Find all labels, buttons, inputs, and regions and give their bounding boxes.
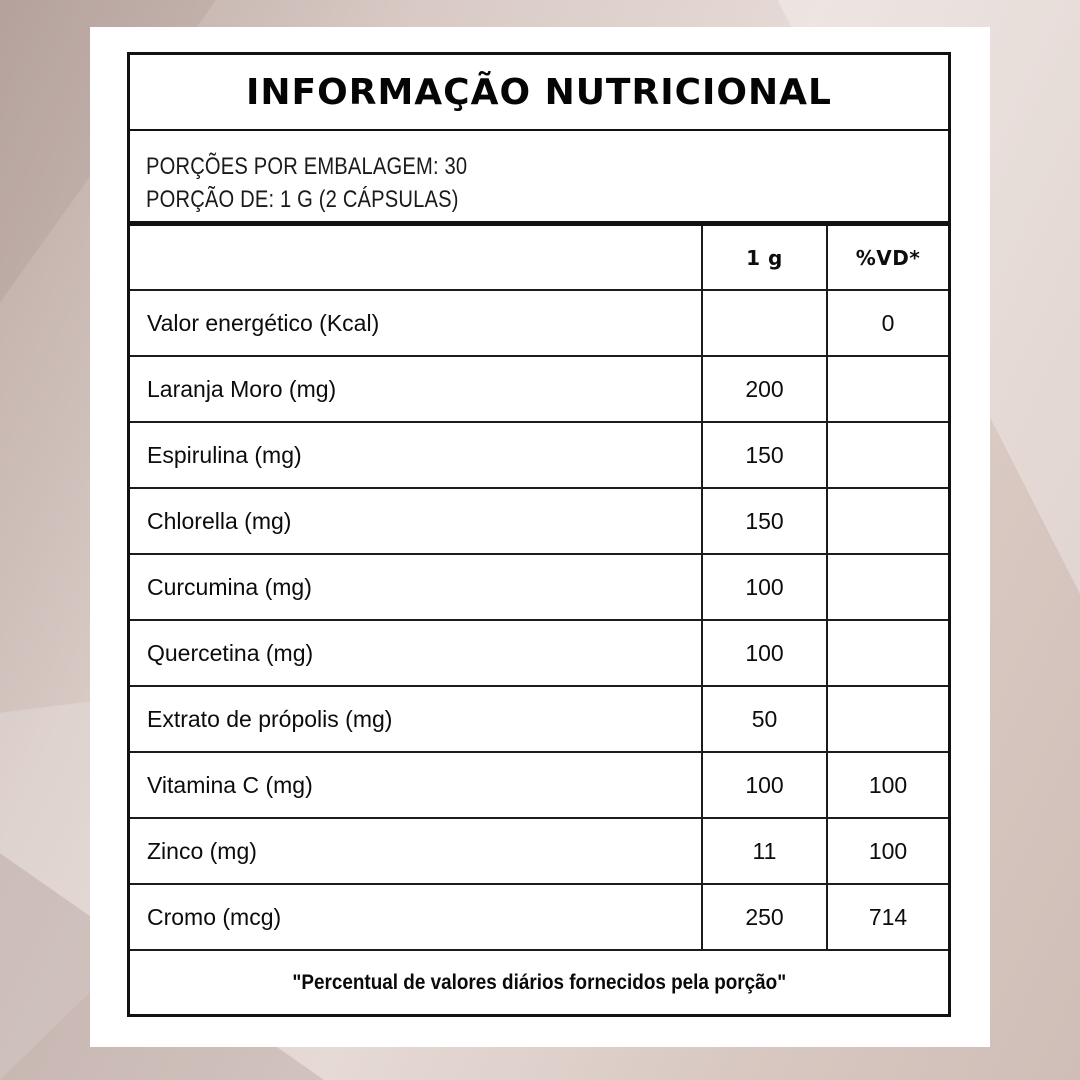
row-nutrient-label: Valor energético (Kcal) xyxy=(147,309,380,336)
table-title: INFORMAÇÃO NUTRICIONAL xyxy=(130,55,948,131)
row-amount-value xyxy=(701,291,826,355)
row-nutrient-label: Extrato de própolis (mg) xyxy=(147,705,393,732)
table-row xyxy=(130,289,948,355)
table-row xyxy=(130,421,948,487)
row-amount-value: 150 xyxy=(701,423,826,487)
row-amount-value: 100 xyxy=(701,753,826,817)
row-nutrient-label: Espirulina (mg) xyxy=(147,441,302,468)
row-nutrient-label: Laranja Moro (mg) xyxy=(147,375,337,402)
row-vd-value xyxy=(826,357,948,421)
row-amount-value: 100 xyxy=(701,555,826,619)
footnote-text: "Percentual de valores diários fornecidos pela porção" xyxy=(292,970,786,994)
header-amount-column: 1 g xyxy=(701,226,826,289)
row-nutrient-label: Cromo (mcg) xyxy=(147,903,282,930)
table-row xyxy=(130,751,948,817)
serving-info-section xyxy=(130,131,948,226)
table-row xyxy=(130,883,948,949)
row-nutrient-label: Quercetina (mg) xyxy=(147,639,314,666)
row-vd-value xyxy=(826,555,948,619)
table-row xyxy=(130,619,948,685)
row-vd-value: 100 xyxy=(826,753,948,817)
table-row xyxy=(130,355,948,421)
table-row xyxy=(130,487,948,553)
row-vd-value xyxy=(826,621,948,685)
row-vd-value xyxy=(826,423,948,487)
servings-per-package: PORÇÕES POR EMBALAGEM: 30 xyxy=(146,152,468,180)
row-amount-value: 250 xyxy=(701,885,826,949)
row-vd-value xyxy=(826,489,948,553)
row-amount-value: 150 xyxy=(701,489,826,553)
nutrition-facts-table xyxy=(127,52,951,1017)
row-amount-value: 200 xyxy=(701,357,826,421)
row-nutrient-label: Chlorella (mg) xyxy=(147,507,292,534)
row-nutrient-label: Vitamina C (mg) xyxy=(147,771,313,798)
table-row xyxy=(130,817,948,883)
table-row xyxy=(130,553,948,619)
row-vd-value xyxy=(826,687,948,751)
table-body xyxy=(130,289,948,949)
row-amount-value: 11 xyxy=(701,819,826,883)
row-amount-value: 50 xyxy=(701,687,826,751)
footnote-row xyxy=(130,949,948,1014)
row-amount-value: 100 xyxy=(701,621,826,685)
row-vd-value: 714 xyxy=(826,885,948,949)
nutrition-label-card xyxy=(90,27,990,1047)
row-nutrient-label: Curcumina (mg) xyxy=(147,573,312,600)
row-vd-value: 100 xyxy=(826,819,948,883)
table-header-row xyxy=(130,226,948,289)
serving-size: PORÇÃO DE: 1 G (2 CÁPSULAS) xyxy=(146,185,459,213)
header-nutrient-column xyxy=(130,226,701,289)
row-nutrient-label: Zinco (mg) xyxy=(147,837,257,864)
row-vd-value: 0 xyxy=(826,291,948,355)
table-row xyxy=(130,685,948,751)
header-vd-column: %VD* xyxy=(826,226,948,289)
